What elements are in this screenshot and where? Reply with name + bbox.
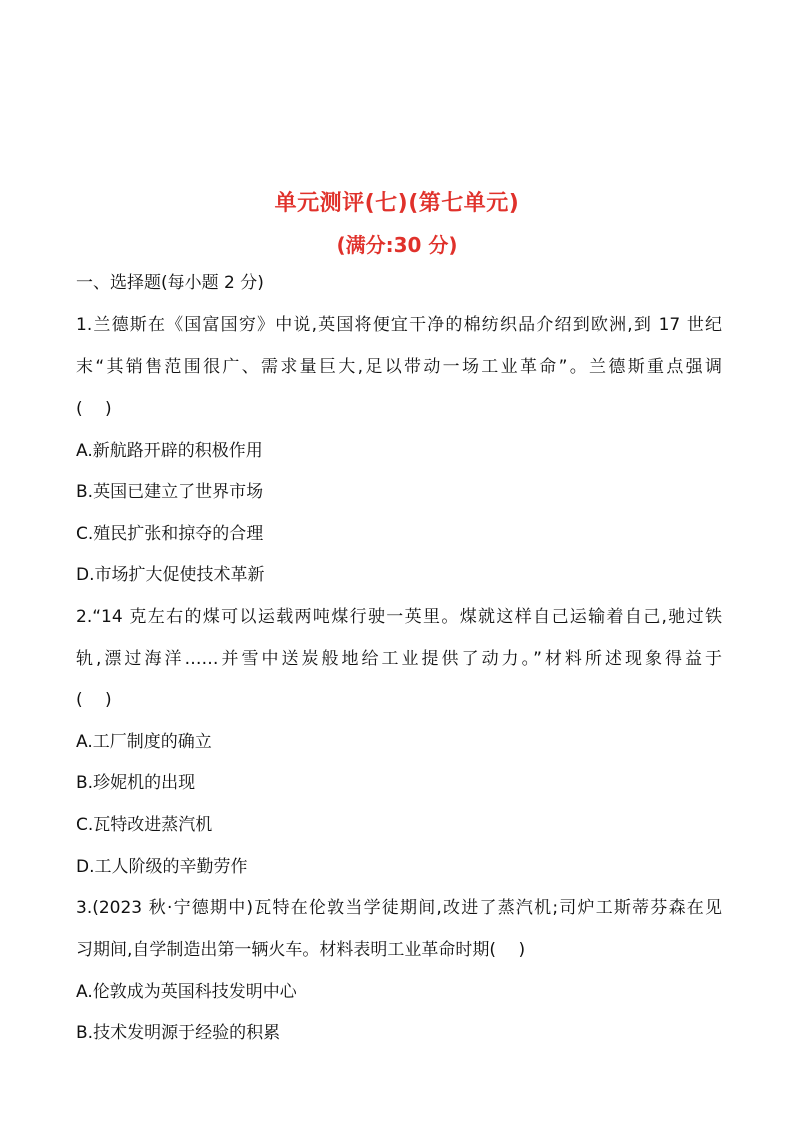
question-1-option-a: A.新航路开辟的积极作用 <box>76 441 263 461</box>
question-3-option-a: A.伦敦成为英国科技发明中心 <box>76 982 297 1002</box>
question-1-line-1: 1.兰德斯在《国富国穷》中说,英国将便宜干净的棉纺织品介绍到欧洲,到 17 世纪 <box>76 315 722 335</box>
question-1-option-c: C.殖民扩张和掠夺的合理 <box>76 524 264 544</box>
section-heading: 一、选择题(每小题 2 分) <box>76 273 264 293</box>
question-2-line-1: 2.“14 克左右的煤可以运载两吨煤行驶一英里。煤就这样自己运输着自己,驰过铁 <box>76 607 722 627</box>
question-3-line-2: 习期间,自学制造出第一辆火车。材料表明工业革命时期( ) <box>76 940 526 960</box>
question-2-option-d: D.工人阶级的辛勤劳作 <box>76 857 248 877</box>
question-2-line-2: 轨,漂过海洋……并雪中送炭般地给工业提供了动力。”材料所述现象得益于 <box>76 649 722 669</box>
question-3-option-b: B.技术发明源于经验的积累 <box>76 1023 281 1043</box>
score-subtitle: (满分:30 分) <box>336 233 458 257</box>
page-title: 单元测评(七)(第七单元) <box>274 191 520 216</box>
question-2-option-a: A.工厂制度的确立 <box>76 732 212 752</box>
question-3-line-1: 3.(2023 秋·宁德期中)瓦特在伦敦当学徒期间,改进了蒸汽机;司炉工斯蒂芬森在见 <box>76 898 722 918</box>
question-2-option-b: B.珍妮机的出现 <box>76 773 196 793</box>
question-1-answer-blank: ( ) <box>76 399 112 419</box>
question-1-line-2: 末“其销售范围很广、需求量巨大,足以带动一场工业革命”。兰德斯重点强调 <box>76 357 722 377</box>
question-1-option-d: D.市场扩大促使技术革新 <box>76 565 265 585</box>
question-2-answer-blank: ( ) <box>76 690 112 710</box>
question-1-option-b: B.英国已建立了世界市场 <box>76 482 264 502</box>
question-2-option-c: C.瓦特改进蒸汽机 <box>76 815 213 835</box>
